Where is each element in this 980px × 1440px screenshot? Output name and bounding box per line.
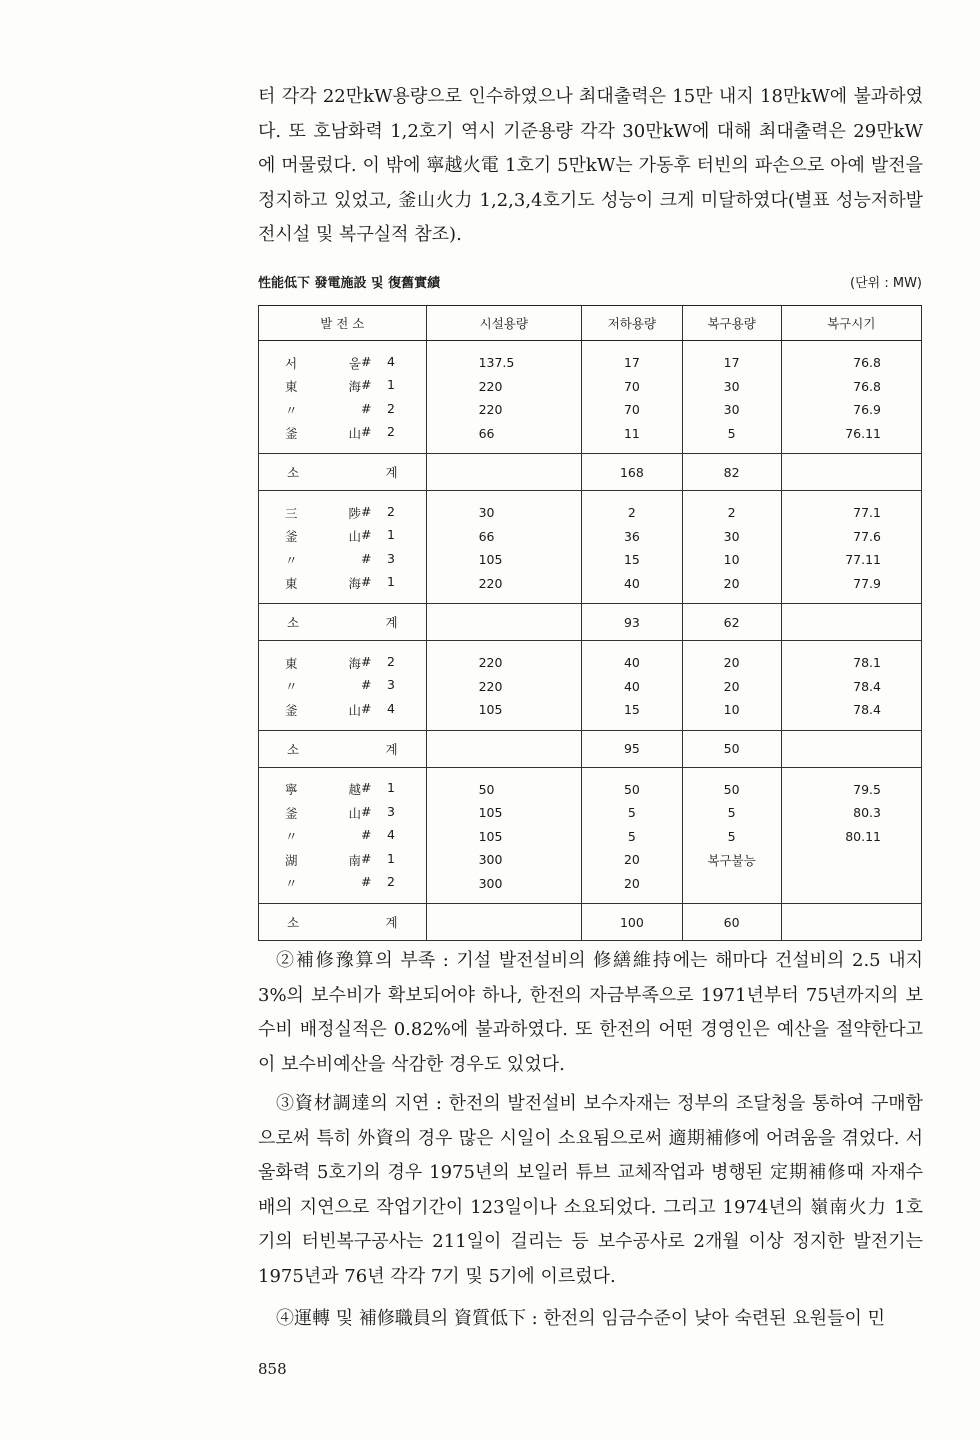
- plant-name-2: 陟: [348, 505, 361, 521]
- plant-cell: [259, 398, 427, 422]
- plant-name-1: 東: [285, 379, 298, 395]
- unit-number: 2: [387, 400, 395, 416]
- plant-name-2: 海: [348, 379, 361, 395]
- unit-mark: #: [361, 803, 372, 819]
- subtotal-label-2: 계: [385, 741, 398, 757]
- unit-mark: #: [361, 527, 372, 543]
- plant-name-2: [321, 827, 361, 845]
- plant-cell: [259, 698, 427, 730]
- subtotal-recovered-cell: 82: [682, 454, 781, 491]
- plant-cell: [259, 825, 427, 849]
- capacity-cell: 105: [426, 825, 581, 849]
- unit-mark: #: [361, 874, 372, 890]
- subtotal-time-cell: [781, 730, 921, 767]
- unit-mark: #: [361, 400, 372, 416]
- plant-name-1: 三: [285, 505, 298, 521]
- reduced-cell: 17: [582, 341, 683, 375]
- paragraph-4-text: ④運轉 및 補修職員의 資質低下 : 한전의 임금수준이 낮아 숙련된 요원들이 민: [276, 1308, 886, 1329]
- plant-cell: [259, 548, 427, 572]
- unit-number: 1: [387, 780, 395, 796]
- recovered-cell: 50: [682, 767, 781, 801]
- plant-name-2: [321, 677, 361, 695]
- unit-number: 4: [387, 353, 395, 369]
- plant-name-2: [321, 874, 361, 892]
- unit-number: 1: [387, 377, 395, 393]
- reduced-cell: 40: [582, 675, 683, 699]
- table-row: [259, 698, 922, 730]
- header-plant: 발 전 소: [259, 306, 427, 341]
- subtotal-label-cell: [259, 454, 427, 491]
- plant-name-1: 釜: [285, 805, 298, 821]
- plant-name-1: 〃: [285, 552, 298, 568]
- header-reduced: 저하용량: [582, 306, 683, 341]
- plant-name-2: 山: [348, 805, 361, 821]
- recovered-cell: 30: [682, 398, 781, 422]
- paragraph-2-text: ②補修豫算의 부족 : 기설 발전설비의 修繕維持에는 해마다 건설비의 2.5 내지 3%의 보수비가 확보되어야 하나, 한전의 자금부족으로 1971년부터 75년까지의 보수비 배정실적은 0.82%에 불과하였다. 또 한전의 어떤 경영인은 예산을 절약한다고 이 보수비예산을 삭감한 경우도 있었다.: [258, 950, 923, 1075]
- subtotal-label-1: 소: [287, 465, 300, 480]
- plant-name-2: 海: [348, 655, 361, 671]
- paragraph-4: [258, 1302, 923, 1337]
- capacity-cell: 105: [426, 698, 581, 730]
- plant-name-1: 釜: [285, 702, 298, 718]
- plant-name-1: 湖: [285, 852, 298, 868]
- recovery-time-cell: 76.8: [781, 375, 921, 399]
- plant-name-2: 山: [348, 529, 361, 545]
- capacity-cell: 66: [426, 422, 581, 454]
- capacity-cell: 66: [426, 525, 581, 549]
- reduced-cell: 11: [582, 422, 683, 454]
- subtotal-time-cell: [781, 904, 921, 941]
- reduced-cell: 70: [582, 398, 683, 422]
- capacity-cell: 137.5: [426, 341, 581, 375]
- recovered-cell: 20: [682, 641, 781, 675]
- reduced-cell: 50: [582, 767, 683, 801]
- plant-cell: [259, 767, 427, 801]
- table-title: 性能低下 發電施設 및 復舊實績: [258, 276, 441, 291]
- plant-name-1: 〃: [285, 402, 298, 418]
- plant-name-2: 山: [348, 702, 361, 718]
- plant-name-2: 越: [348, 782, 361, 798]
- subtotal-label-cell: [259, 604, 427, 641]
- subtotal-recovered-cell: 50: [682, 730, 781, 767]
- capacity-cell: 50: [426, 767, 581, 801]
- table-row: [259, 398, 922, 422]
- subtotal-row: [259, 730, 922, 767]
- table-row: [259, 422, 922, 454]
- recovery-time-cell: 76.8: [781, 341, 921, 375]
- plant-cell: [259, 525, 427, 549]
- recovered-cell: 2: [682, 491, 781, 525]
- page-number: 858: [258, 1360, 287, 1378]
- recovery-time-cell: [781, 848, 921, 872]
- table-row: [259, 341, 922, 375]
- capacity-cell: 105: [426, 548, 581, 572]
- plant-name-1: 東: [285, 655, 298, 671]
- subtotal-label-cell: [259, 730, 427, 767]
- plant-name-1: 東: [285, 576, 298, 592]
- unit-number: 1: [387, 574, 395, 590]
- reduced-cell: 36: [582, 525, 683, 549]
- reduced-cell: 15: [582, 698, 683, 730]
- capacity-cell: 220: [426, 375, 581, 399]
- unit-number: 2: [387, 653, 395, 669]
- table-row: [259, 825, 922, 849]
- unit-mark: #: [361, 827, 372, 843]
- reduced-cell: 70: [582, 375, 683, 399]
- recovered-cell: 5: [682, 801, 781, 825]
- unit-number: 4: [387, 827, 395, 843]
- table-row: [259, 572, 922, 604]
- recovered-cell: 30: [682, 375, 781, 399]
- reduced-cell: 15: [582, 548, 683, 572]
- unit-number: 2: [387, 503, 395, 519]
- paragraph-3: [258, 1087, 923, 1294]
- reduced-cell: 20: [582, 848, 683, 872]
- capacity-cell: 220: [426, 572, 581, 604]
- subtotal-label-cell: [259, 904, 427, 941]
- top-paragraph: [258, 80, 923, 253]
- plant-name-2: 海: [348, 576, 361, 592]
- subtotal-recovered-cell: 60: [682, 904, 781, 941]
- plant-name-1: 〃: [285, 876, 298, 892]
- reduced-cell: 40: [582, 641, 683, 675]
- plant-name-2: [321, 401, 361, 419]
- plant-name-1: 서: [285, 355, 298, 371]
- capacity-cell: 220: [426, 641, 581, 675]
- subtotal-capacity-cell: [426, 904, 581, 941]
- recovered-cell: 30: [682, 525, 781, 549]
- subtotal-label-1: 소: [287, 741, 300, 757]
- table-row: [259, 375, 922, 399]
- plant-cell: [259, 641, 427, 675]
- reduced-cell: 5: [582, 801, 683, 825]
- unit-mark: #: [361, 550, 372, 566]
- plant-name-1: 釜: [285, 529, 298, 545]
- subtotal-row: [259, 904, 922, 941]
- capacity-cell: 220: [426, 398, 581, 422]
- subtotal-label-2: 계: [385, 915, 398, 930]
- capacity-cell: 30: [426, 491, 581, 525]
- unit-number: 1: [387, 527, 395, 543]
- unit-number: 2: [387, 874, 395, 890]
- plant-cell: [259, 491, 427, 525]
- subtotal-capacity-cell: [426, 454, 581, 491]
- unit-mark: #: [361, 574, 372, 590]
- table-row: [259, 848, 922, 872]
- recovered-cell: 17: [682, 341, 781, 375]
- subtotal-label-1: 소: [287, 915, 300, 930]
- capacity-cell: 220: [426, 675, 581, 699]
- table-row: [259, 525, 922, 549]
- subtotal-label-2: 계: [385, 615, 398, 630]
- recovery-time-cell: 79.5: [781, 767, 921, 801]
- table-row: [259, 548, 922, 572]
- recovered-cell: 5: [682, 422, 781, 454]
- plant-cell: [259, 422, 427, 454]
- performance-table: [258, 305, 922, 941]
- subtotal-reduced-cell: 93: [582, 604, 683, 641]
- plant-name-1: 〃: [285, 829, 298, 845]
- unit-mark: #: [361, 353, 372, 369]
- unit-mark: #: [361, 780, 372, 796]
- recovery-time-cell: 80.11: [781, 825, 921, 849]
- table-caption: [258, 272, 922, 291]
- table-row: [259, 641, 922, 675]
- recovered-cell: 10: [682, 698, 781, 730]
- subtotal-reduced-cell: 100: [582, 904, 683, 941]
- table-row: [259, 801, 922, 825]
- plant-cell: [259, 572, 427, 604]
- plant-name-1: 寧: [285, 782, 298, 798]
- reduced-cell: 2: [582, 491, 683, 525]
- table-row: [259, 767, 922, 801]
- recovery-time-cell: 77.9: [781, 572, 921, 604]
- reduced-cell: 40: [582, 572, 683, 604]
- unit-number: 2: [387, 424, 395, 440]
- unit-mark: #: [361, 677, 372, 693]
- recovered-cell: [682, 872, 781, 904]
- recovery-time-cell: 76.9: [781, 398, 921, 422]
- recovery-time-cell: [781, 872, 921, 904]
- plant-name-2: 울: [348, 355, 361, 371]
- header-recovery-time: 복구시기: [781, 306, 921, 341]
- reduced-cell: 20: [582, 872, 683, 904]
- recovered-cell: 5: [682, 825, 781, 849]
- plant-cell: [259, 375, 427, 399]
- plant-name-2: [321, 551, 361, 569]
- plant-cell: [259, 872, 427, 904]
- header-recovered: 복구용량: [682, 306, 781, 341]
- recovery-time-cell: 77.11: [781, 548, 921, 572]
- subtotal-time-cell: [781, 454, 921, 491]
- recovered-cell: 10: [682, 548, 781, 572]
- table-row: [259, 872, 922, 904]
- plant-cell: [259, 801, 427, 825]
- unit-mark: #: [361, 503, 372, 519]
- subtotal-capacity-cell: [426, 730, 581, 767]
- recovered-cell: 20: [682, 572, 781, 604]
- unit-mark: #: [361, 700, 372, 716]
- plant-name-2: 南: [348, 852, 361, 868]
- plant-cell: [259, 848, 427, 872]
- unit-number: 4: [387, 700, 395, 716]
- unit-number: 1: [387, 850, 395, 866]
- capacity-cell: 105: [426, 801, 581, 825]
- table-header-row: [259, 306, 922, 341]
- table-unit: (단위 : MW): [850, 276, 922, 291]
- recovery-time-cell: 76.11: [781, 422, 921, 454]
- plant-cell: [259, 675, 427, 699]
- subtotal-time-cell: [781, 604, 921, 641]
- unit-mark: #: [361, 424, 372, 440]
- recovery-time-cell: 78.1: [781, 641, 921, 675]
- unit-number: 3: [387, 550, 395, 566]
- plant-name-1: 〃: [285, 679, 298, 695]
- capacity-cell: 300: [426, 872, 581, 904]
- table-body: [259, 341, 922, 941]
- subtotal-capacity-cell: [426, 604, 581, 641]
- plant-name-2: 山: [348, 426, 361, 442]
- plant-cell: [259, 341, 427, 375]
- unit-mark: #: [361, 653, 372, 669]
- subtotal-reduced-cell: 95: [582, 730, 683, 767]
- capacity-cell: 300: [426, 848, 581, 872]
- recovered-cell: 20: [682, 675, 781, 699]
- reduced-cell: 5: [582, 825, 683, 849]
- plant-name-1: 釜: [285, 426, 298, 442]
- subtotal-reduced-cell: 168: [582, 454, 683, 491]
- subtotal-row: [259, 454, 922, 491]
- recovery-time-cell: 78.4: [781, 675, 921, 699]
- unit-number: 3: [387, 803, 395, 819]
- recovery-time-cell: 77.6: [781, 525, 921, 549]
- table-row: [259, 491, 922, 525]
- recovered-cell: 복구불능: [682, 848, 781, 872]
- table-row: [259, 675, 922, 699]
- unit-mark: #: [361, 850, 372, 866]
- header-capacity: 시설용량: [426, 306, 581, 341]
- subtotal-recovered-cell: 62: [682, 604, 781, 641]
- unit-number: 3: [387, 677, 395, 693]
- unit-mark: #: [361, 377, 372, 393]
- subtotal-label-2: 계: [385, 465, 398, 480]
- top-paragraph-text: 터 각각 22만kW용량으로 인수하였으나 최대출력은 15만 내지 18만kW에 불과하였다. 또 호남화력 1,2호기 역시 기준용량 각각 30만kW에 대해 최대출력은 29만kW에 머물렀다. 이 밖에 寧越火電 1호기 5만kW는 가동후 터빈의 파손으로 아예 발전을 정지하고 있었고, 釜山火力 1,2,3,4호기도 성능이 크게 미달하였다(별표 성능저하발전시설 및 복구실적 참조).: [258, 86, 923, 245]
- paragraph-3-text: ③資材調達의 지연 : 한전의 발전설비 보수자재는 정부의 조달청을 통하여 구매함으로써 특히 外資의 경우 많은 시일이 소요됨으로써 適期補修에 어려움을 겪었다. 서울화력 5호기의 경우 1975년의 보일러 튜브 교체작업과 병행된 定期補修때 자재수배의 지연으로 작업기간이 123일이나 소요되었다. 그리고 1974년의 嶺南火力 1호기의 터빈복구공사는 211일이 걸리는 등 보수공사로 2개월 이상 정지한 발전기는 1975년과 76년 각각 7기 및 5기에 이르렀다.: [258, 1093, 923, 1287]
- recovery-time-cell: 80.3: [781, 801, 921, 825]
- subtotal-row: [259, 604, 922, 641]
- subtotal-label-1: 소: [287, 615, 300, 630]
- recovery-time-cell: 78.4: [781, 698, 921, 730]
- recovery-time-cell: 77.1: [781, 491, 921, 525]
- paragraph-2: [258, 944, 923, 1082]
